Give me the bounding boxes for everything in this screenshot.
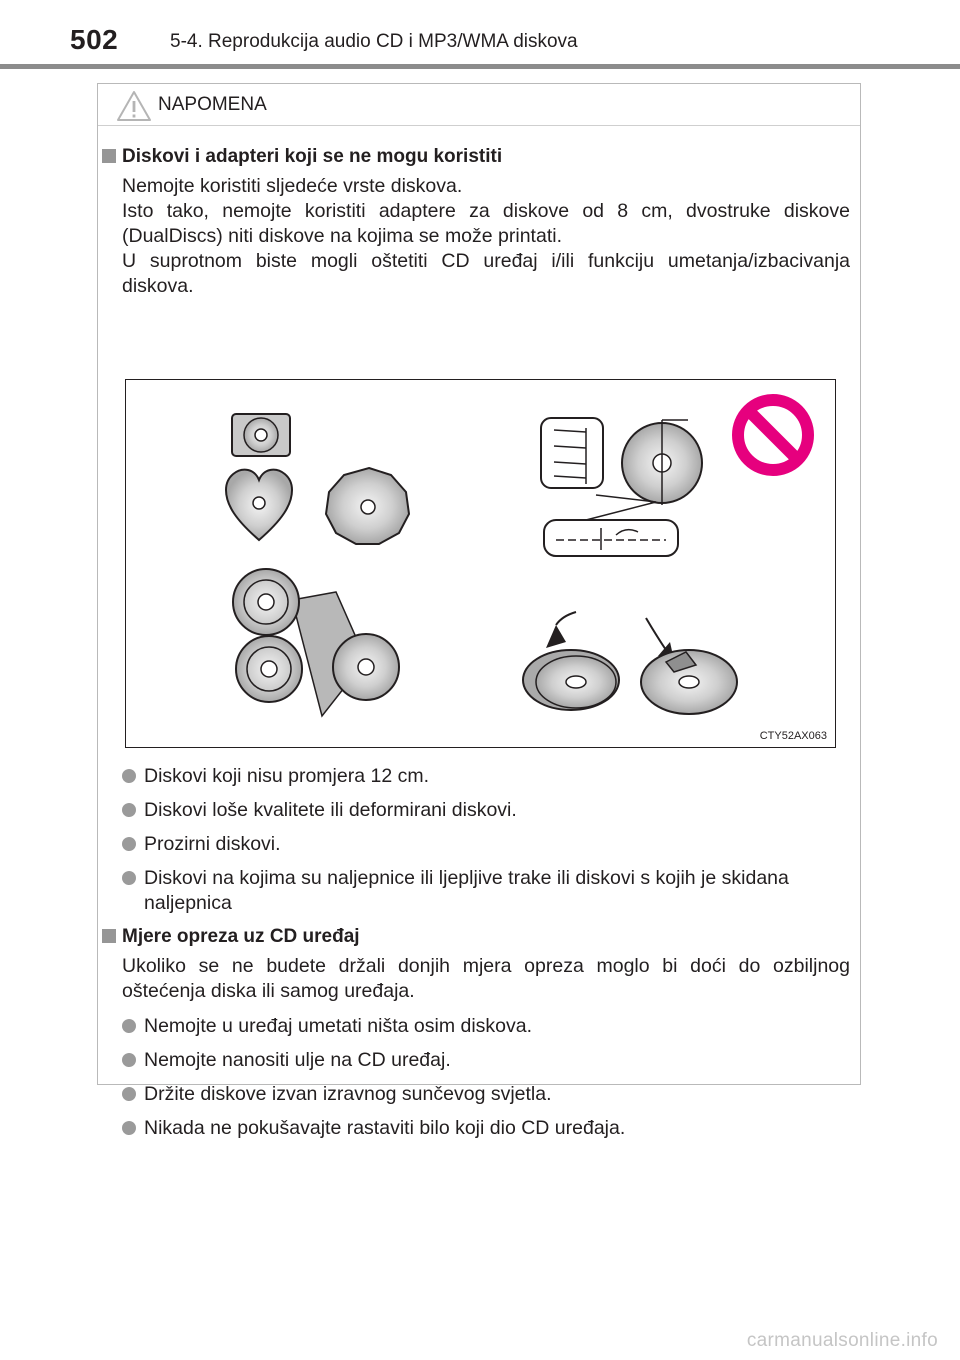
unsupported-discs-figure xyxy=(125,379,836,748)
bullet-icon xyxy=(122,769,136,783)
list-item: Nemojte u uređaj umetati ništa osim diskova. xyxy=(122,1014,858,1039)
disc-illustration xyxy=(126,380,835,747)
adapter-discs-icon xyxy=(233,569,399,716)
list-item: Nikada ne pokušavajte rastaviti bilo koji dio CD uređaja. xyxy=(122,1116,858,1141)
bullet-icon xyxy=(122,871,136,885)
paragraph: Nemojte koristiti sljedeće vrste diskova. xyxy=(122,175,463,197)
paragraph: Isto tako, nemojte koristiti adaptere za diskove od 8 cm, dvostruke diskove (DualDiscs) niti diskove na kojima se može printati. xyxy=(122,200,850,247)
prohibition-icon xyxy=(738,400,808,470)
list-item: Držite diskove izvan izravnog sunčevog svjetla. xyxy=(122,1082,858,1107)
page-header xyxy=(0,0,960,70)
paragraph: Ukoliko se ne budete držali donjih mjera opreza moglo bi doći do ozbiljnog oštećenja diska ili samog uređaja. xyxy=(122,955,850,1002)
watermark-text: carmanualsonline.info xyxy=(746,1330,938,1351)
heart-disc-icon xyxy=(226,470,292,540)
header-rule xyxy=(0,64,960,69)
section-heading-text: Diskovi i adapteri koji se ne mogu koristiti xyxy=(122,146,503,167)
square-bullet-icon xyxy=(102,149,116,163)
square-bullet-icon xyxy=(102,929,116,943)
warped-disc-icon xyxy=(541,418,702,556)
section-title-cd-precautions xyxy=(102,926,360,948)
notice-label: NAPOMENA xyxy=(158,94,267,115)
label-disc-icon xyxy=(523,612,737,714)
square-disc-icon xyxy=(232,414,290,456)
bullet-icon xyxy=(122,837,136,851)
section-title-unsupported-discs xyxy=(102,146,502,168)
notice-header xyxy=(98,84,860,126)
bullet-icon xyxy=(122,1019,136,1033)
bullet-icon xyxy=(122,1087,136,1101)
figure-code: CTY52AX063 xyxy=(759,730,827,742)
footer-watermark xyxy=(0,1300,960,1360)
list-item: Diskovi koji nisu promjera 12 cm. xyxy=(122,764,858,789)
polygon-disc-icon xyxy=(326,468,409,544)
paragraph: U suprotnom biste mogli oštetiti CD uređaj i/ili funkciju umetanja/izbacivanja diskova. xyxy=(122,250,850,297)
list-item: Nemojte nanositi ulje na CD uređaj. xyxy=(122,1048,858,1073)
bullet-icon xyxy=(122,1053,136,1067)
notice-box xyxy=(97,83,861,1139)
section-title: 5-4. Reprodukcija audio CD i MP3/WMA diskova xyxy=(170,31,578,52)
list-item: Diskovi na kojima su naljepnice ili ljepljive trake ili diskovi s kojih je skidana naljepnica xyxy=(122,866,858,916)
page-number: 502 xyxy=(70,24,119,55)
warning-icon xyxy=(116,90,152,122)
list-item: Diskovi loše kvalitete ili deformirani diskovi. xyxy=(122,798,858,823)
list-item: Prozirni diskovi. xyxy=(122,832,858,857)
bullet-icon xyxy=(122,803,136,817)
bullet-icon xyxy=(122,1121,136,1135)
section-heading-text: Mjere opreza uz CD uređaj xyxy=(122,926,360,947)
